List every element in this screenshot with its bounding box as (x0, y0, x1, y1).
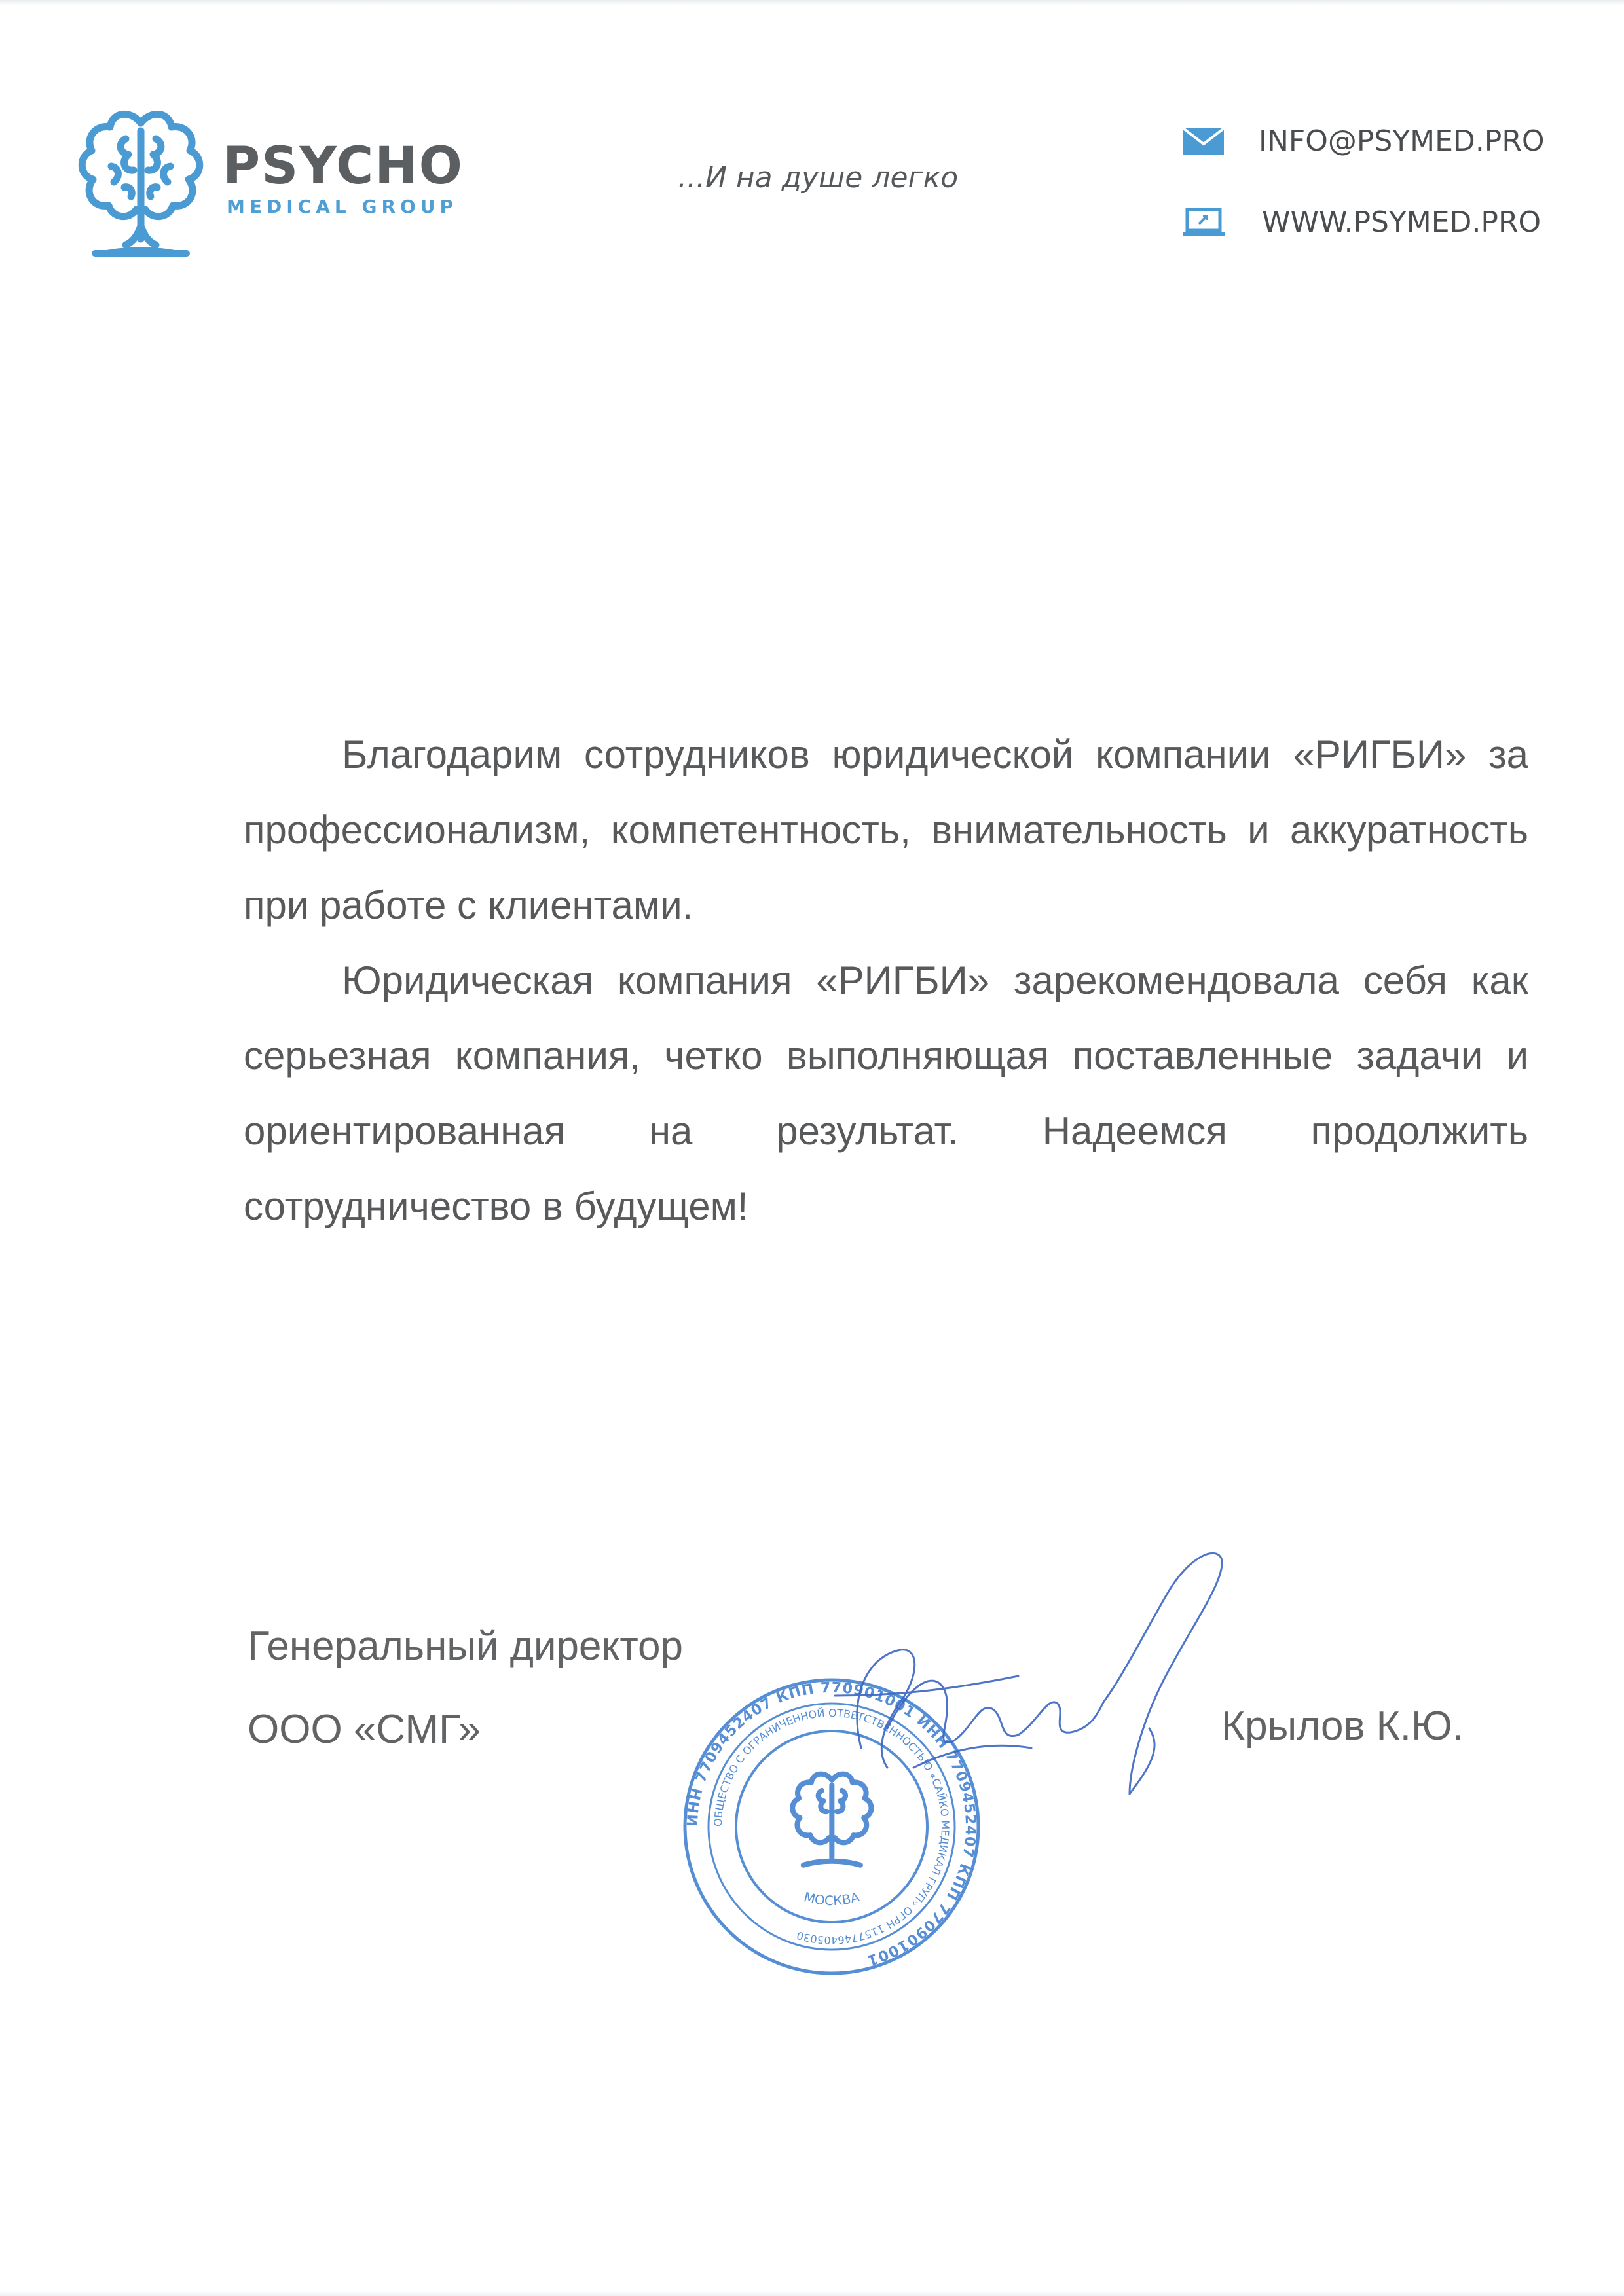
stamp-outer-text: ИНН 7709452407 КПП 770901001 ИНН 7709452407 КПП 770901001 (684, 1679, 979, 1969)
letter-paragraph-2: Юридическая компания «РИГБИ» зарекомендовала себя как серьезная компания, четко выполняющая поставленные задачи и ориентированная на результат. Надеемся продолжить сотрудничество в будущем! (244, 958, 1528, 1228)
contact-email[interactable]: INFO@PSYMED.PRO (1259, 124, 1545, 158)
laptop-icon (1182, 207, 1225, 238)
svg-text:МОСКВА (802, 1889, 861, 1908)
contact-email-row (1182, 122, 1545, 161)
handwritten-signature (822, 1532, 1267, 1820)
brand-slogan: ...И на душе легко (678, 161, 959, 194)
envelope-icon (1182, 126, 1225, 157)
contact-website-row (1182, 203, 1541, 242)
tree-brain-icon (72, 105, 210, 265)
scan-edge-top (0, 0, 1624, 5)
stamp-city: МОСКВА (802, 1889, 861, 1909)
signatory-position: Генеральный директор (248, 1624, 683, 1669)
letter-paragraph-1: Благодарим сотрудников юридической компании «РИГБИ» за профессионализм, компетентность, внимательность и аккуратность при работе с клиентами. (244, 733, 1528, 927)
contact-website[interactable]: WWW.PSYMED.PRO (1262, 206, 1541, 239)
brand-subtitle: MEDICAL GROUP (227, 196, 458, 217)
signatory-organization: ООО «СМГ» (248, 1707, 481, 1752)
brand-name: PSYCHO (223, 137, 464, 196)
stamp-inner-text: ОБЩЕСТВО С ОГРАНИЧЕННОЙ ОТВЕТСТВЕННОСТЬЮ «САЙКО МЕДИКАЛ ГРУП» ОГРН 1157746405030 (711, 1706, 952, 1947)
scan-edge-bottom (0, 2291, 1624, 2296)
letter-body (244, 717, 1528, 1244)
signatory-name: Крылов К.Ю. (1221, 1704, 1464, 1749)
